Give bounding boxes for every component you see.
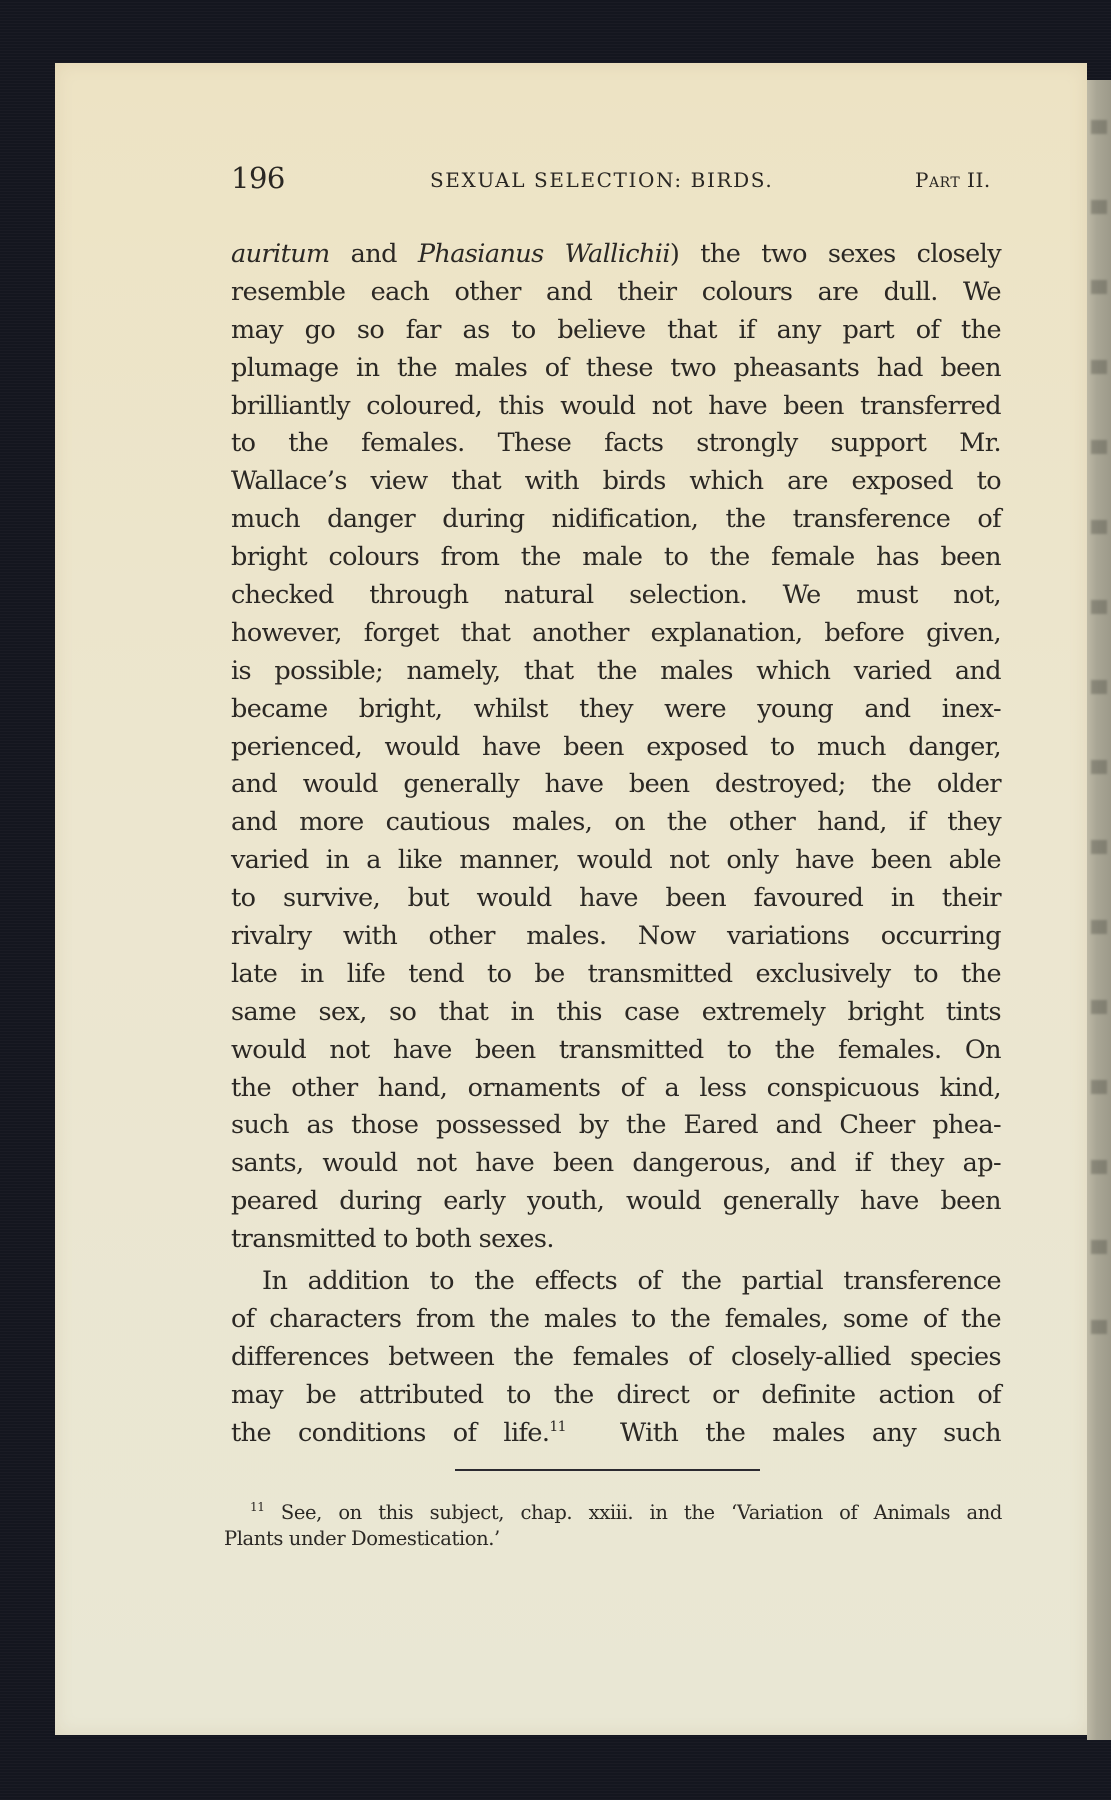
text-line: to the females. These facts strongly support Mr.: [231, 428, 1001, 459]
paragraph-2: [231, 1263, 1001, 1452]
footnote-text: See, on this subject, chap. xxiii. in the ‘Variation of Animals and: [280, 1501, 1002, 1524]
text-line: late in life tend to be transmitted exclusively to the: [231, 958, 1001, 989]
text-line: and more cautious males, on the other hand, if they: [231, 807, 1001, 838]
text-line: peared during early youth, would generally have been: [231, 1186, 1001, 1217]
text-line: the other hand, ornaments of a less conspicuous kind,: [231, 1072, 1001, 1103]
text-line: In addition to the effects of the partial transference: [262, 1266, 1001, 1297]
text-line: transmitted to both sexes.: [231, 1224, 554, 1255]
footnote-line: Plants under Domestication.’: [224, 1527, 500, 1550]
text-line: much danger during nidification, the transference of: [231, 504, 1001, 535]
text-line: same sex, so that in this case extremely bright tints: [231, 996, 1001, 1027]
text-line: may be attributed to the direct or definite action of: [231, 1379, 1001, 1410]
text-line: such as those possessed by the Eared and Cheer phea-: [231, 1110, 1001, 1141]
italic-species-name: Phasianus Wallichii: [417, 239, 670, 269]
text-line: plumage in the males of these two pheasants had been: [231, 352, 1001, 383]
text-line: perienced, would have been exposed to much danger,: [231, 731, 1001, 762]
text-line: rivalry with other males. Now variations occurring: [231, 921, 1001, 952]
footnote-line: [224, 1500, 1002, 1526]
body-text: [231, 236, 1001, 1453]
text-line: and would generally have been destroyed; the older: [231, 769, 1001, 800]
footnote-reference[interactable]: 11: [549, 1418, 566, 1435]
text-line: became bright, whilst they were young and inex-: [231, 693, 1001, 724]
italic-species-name: auritum: [231, 239, 330, 269]
text-line: differences between the females of closely-allied species: [231, 1341, 1001, 1372]
running-title: SEXUAL SELECTION: BIRDS.: [430, 168, 774, 192]
text-line: Wallace’s view that with birds which are exposed to: [231, 466, 1001, 497]
text-span: and: [329, 239, 418, 269]
text-line: bright colours from the male to the female has been: [231, 542, 1001, 573]
text-line: to survive, but would have been favoured in their: [231, 883, 1001, 914]
text-line: [231, 1415, 1001, 1453]
text-line: checked through natural selection. We must not,: [231, 580, 1001, 611]
text-line: [231, 236, 1001, 274]
text-line: may go so far as to believe that if any part of the: [231, 314, 1001, 345]
page-number: 196: [231, 161, 285, 195]
text-span: ) the two sexes closely: [669, 239, 1001, 269]
text-line: would not have been transmitted to the females. On: [231, 1034, 1001, 1065]
footnote-marker: 11: [250, 1500, 265, 1514]
part-label: Part II.: [915, 168, 991, 192]
text-line: of characters from the males to the females, some of the: [231, 1303, 1001, 1334]
text-line: resemble each other and their colours are dull. We: [231, 276, 1001, 307]
text-line: brilliantly coloured, this would not have been transferred: [231, 390, 1001, 421]
paragraph-1: [231, 236, 1001, 1259]
text-line: is possible; namely, that the males which varied and: [231, 655, 1001, 686]
text-span: With the males any such: [565, 1417, 1001, 1448]
footnote-separator: [455, 1469, 760, 1471]
page-stack-edge: [1087, 80, 1111, 1740]
text-line: varied in a like manner, would not only have been able: [231, 845, 1001, 876]
text-line: sants, would not have been dangerous, and if they ap-: [231, 1148, 1001, 1179]
footnotes: [224, 1500, 1002, 1552]
text-span: the conditions of life.: [231, 1417, 550, 1448]
text-line: however, forget that another explanation, before given,: [231, 617, 1001, 648]
